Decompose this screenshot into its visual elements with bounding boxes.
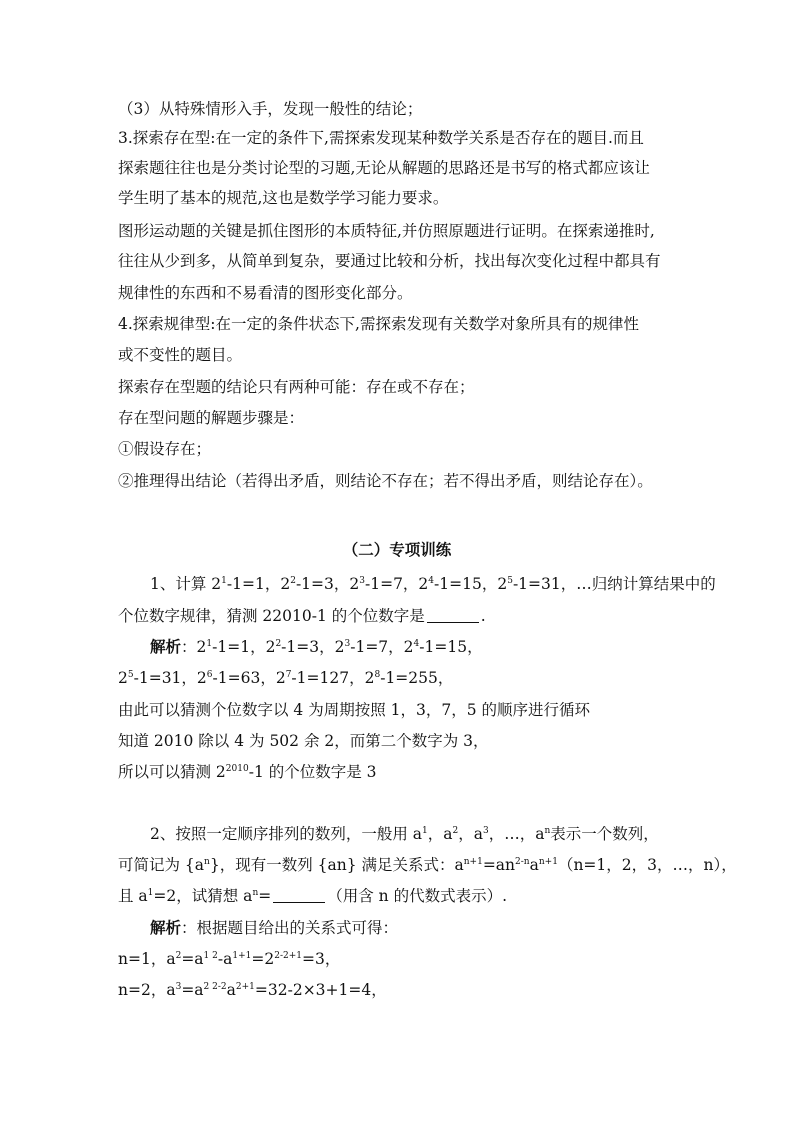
q1-jiexi-line-3: 由此可以猜测个位数字以 4 为周期按照 1，3，7，5 的顺序进行循环 <box>118 701 591 719</box>
text-line: 存在型问题的解题步骤是： <box>118 409 305 427</box>
q1-jiexi-line-1: 解析：$2^1-1=1$，$2^2-1=3$，$2^3-1=7$，$2^4-1=15$， <box>150 637 483 656</box>
q1-line-2: 个位数字规律，猜测 22010-1 的个位数字是 . <box>118 607 486 625</box>
q2-line-2: 可简记为 $\{a^n\}$，现有一数列 {an} 满足关系式：$a^{n+1}=an^{2-n}a^{n+1}(n=1$，2，3，…，n）， <box>118 856 737 874</box>
q2-line-1: 2、按照一定顺序排列的数列，一般用 $a^1$，$a^2$，$a^3$，…，$a^n$表示一个数列， <box>150 825 659 843</box>
text-line: 3.探索存在型:在一定的条件下,需探索发现某种数学关系是否存在的题目.而且 <box>118 129 644 147</box>
q1-jiexi-line-5: 所以可以猜测 $2^{2010}-1$ 的个位数字是 3 <box>118 763 377 781</box>
section-title: （二）专项训练 <box>342 540 452 559</box>
q2-jiexi-line-2: n=1，$a^2=a^{1 2}-a^{1+1}=2^{2-2+1}=3$， <box>118 950 341 968</box>
text-line: 学生明了基本的规范,这也是数学学习能力要求。 <box>118 189 449 207</box>
q1-jiexi-line-2: $2^5-1=31$，$2^6-1=63$，$2^7-1=127$，$2^8-1=255$， <box>118 669 454 687</box>
text-line: 图形运动题的关键是抓住图形的本质特征,并仿照原题进行证明。在探索递推时, <box>118 222 655 240</box>
q1-line-1: 1、计算 $2^1-1=1$，$2^2-1=3$，$2^3-1=7$，$2^4-1=15$，$2^5-1=31$，…归纳计算结果中的 <box>150 575 716 593</box>
q2-jiexi-line-1: 解析：根据题目给出的关系式可得： <box>150 918 399 937</box>
q1-jiexi-line-4: 知道 2010 除以 4 为 502 余 2，而第二个数字为 3， <box>118 732 489 750</box>
text-line: （3）从特殊情形入手，发现一般性的结论； <box>118 100 423 118</box>
text-line: 规律性的东西和不易看清的图形变化部分。 <box>118 284 413 302</box>
text-line: 探索存在型题的结论只有两种可能：存在或不存在； <box>118 378 475 396</box>
answer-blank <box>273 888 325 903</box>
text-line: 往往从少到多，从简单到复杂，要通过比较和分析，找出每次变化过程中都具有 <box>118 252 661 270</box>
text-line: ②推理得出结论（若得出矛盾，则结论不存在；若不得出矛盾，则结论存在）。 <box>118 472 653 490</box>
answer-blank <box>427 608 479 623</box>
text-line: 4.探索规律型:在一定的条件状态下,需探索发现有关数学对象所具有的规律性 <box>118 315 639 333</box>
text-line: 或不变性的题目。 <box>118 346 243 364</box>
text-line: ①假设存在； <box>118 440 212 458</box>
q2-line-3: 且 $a^1=2$，试猜想 $a^n=$ （用含 n 的代数式表示）. <box>118 887 507 905</box>
q2-jiexi-line-3: n=2，$a^3=a^{2 2-2}a^{2+1}=32-2\times 3+1=4$， <box>118 981 387 999</box>
text-line: 探索题往往也是分类讨论型的习题,无论从解题的思路还是书写的格式都应该让 <box>118 159 650 177</box>
